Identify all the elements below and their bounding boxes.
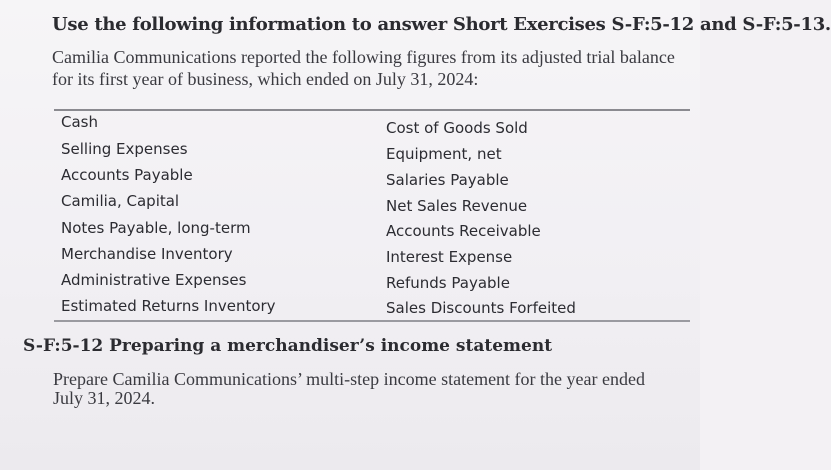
account-name: Administrative Expenses [61, 271, 247, 289]
intro-line-1: Camilia Communications reported the following figures from its adjusted trial balance [52, 47, 675, 67]
exercise-line-1: Prepare Camilia Communications’ multi-step income statement for the year ended [53, 369, 645, 389]
account-name: Equipment, net [386, 145, 502, 163]
account-name: Net Sales Revenue [386, 197, 528, 215]
account-name: Interest Expense [386, 248, 513, 266]
intro-line-2: for its first year of business, which ended on July 31, 2024: [52, 69, 479, 89]
account-name: Refunds Payable [386, 274, 510, 292]
instructions-heading: Use the following information to answer Short Exercises S-F:5-12 and S-F:5-13. [52, 14, 831, 35]
account-name: Accounts Receivable [386, 222, 541, 240]
account-name: Camilia, Capital [61, 192, 180, 210]
exercise-instructions [53, 370, 683, 408]
account-name: Salaries Payable [386, 171, 509, 189]
account-name: Accounts Payable [61, 166, 193, 184]
table-bottom-rule [54, 320, 690, 322]
account-name: Selling Expenses [61, 140, 188, 158]
account-name: Notes Payable, long-term [61, 219, 251, 237]
account-name: Estimated Returns Inventory [61, 297, 276, 315]
exercise-line-2: July 31, 2024. [53, 388, 156, 408]
account-name: Sales Discounts Forfeited [386, 299, 576, 317]
account-name: Cost of Goods Sold [386, 119, 528, 137]
table-top-rule [54, 109, 690, 111]
exercise-title: S-F:5-12 Preparing a merchandiser’s income statement [23, 336, 553, 356]
intro-paragraph [52, 46, 692, 90]
account-name: Cash [61, 113, 98, 131]
account-name: Merchandise Inventory [61, 245, 233, 263]
